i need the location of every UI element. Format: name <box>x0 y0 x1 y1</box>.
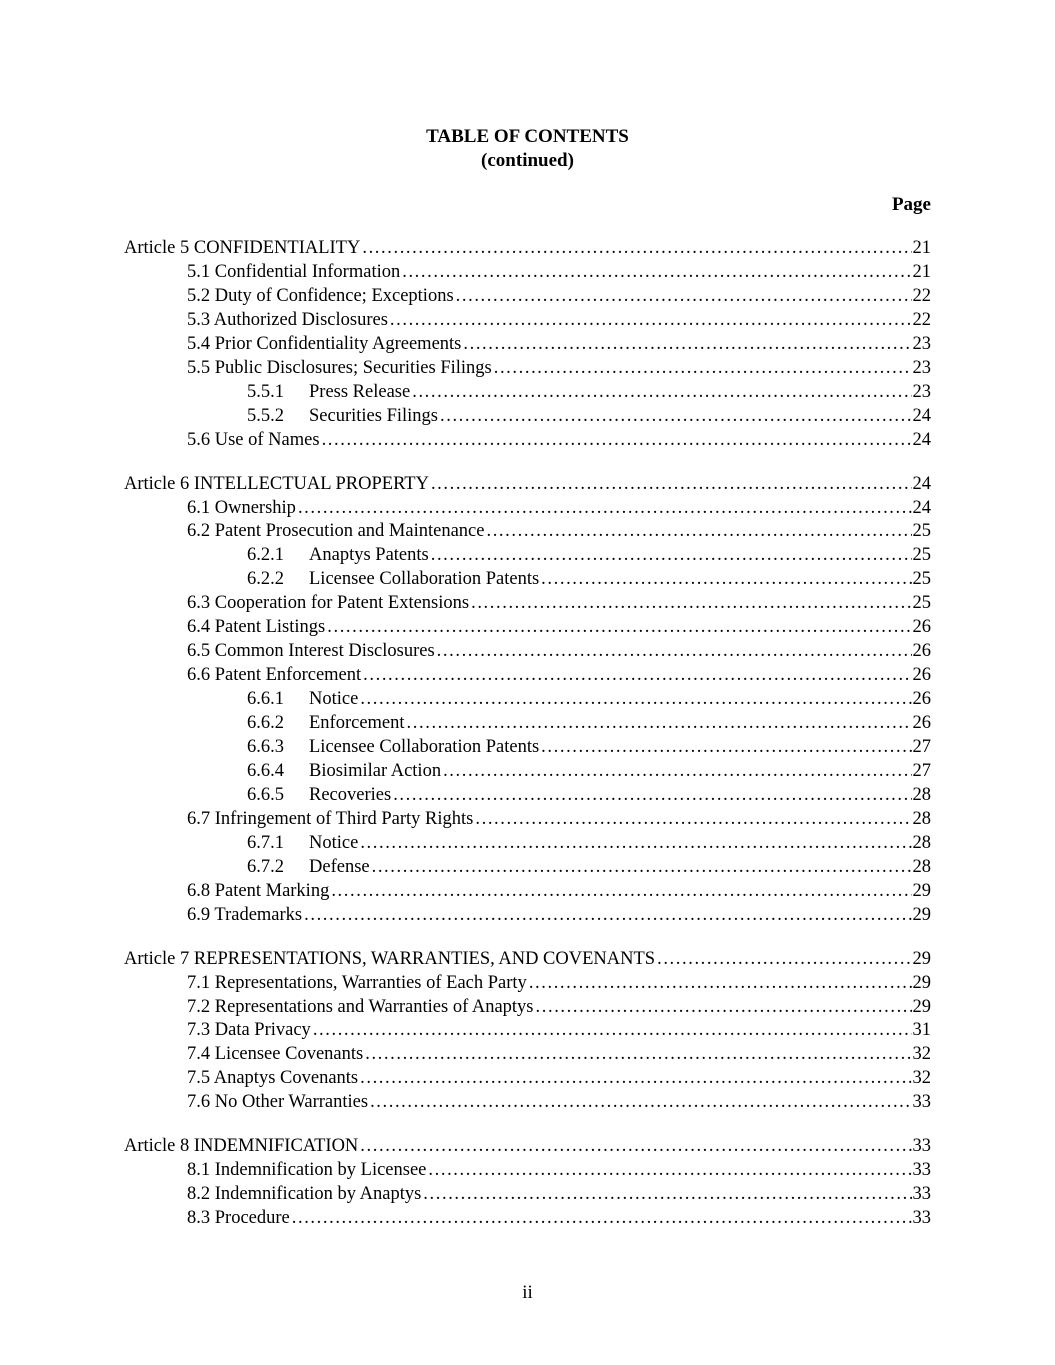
toc-entry <box>187 1042 931 1066</box>
toc-subsection-row <box>0 711 1055 735</box>
toc-section-row <box>0 1066 1055 1090</box>
toc-entry-label: Article 6 INTELLECTUAL PROPERTY <box>124 473 429 494</box>
dot-leader <box>431 543 912 567</box>
toc-entry <box>187 284 931 308</box>
toc-entry-page: 33 <box>912 1092 931 1113</box>
toc-entry <box>187 807 931 831</box>
toc-subsection-row <box>0 404 1055 428</box>
dot-leader <box>390 308 912 332</box>
toc-entry-page: 26 <box>912 617 931 638</box>
toc-entry-label <box>247 404 440 428</box>
toc-entry <box>187 356 931 380</box>
toc-section-row <box>0 995 1055 1019</box>
toc-subsection-row <box>0 567 1055 591</box>
toc-entry <box>247 687 931 711</box>
toc-entry-page: 29 <box>912 972 931 993</box>
toc-entry-label: 8.1 Indemnification by Licensee <box>187 1160 427 1181</box>
page-number: ii <box>522 1282 533 1303</box>
toc-entry-label: 6.8 Patent Marking <box>187 880 330 901</box>
toc-entry-label <box>247 711 407 735</box>
toc-entry <box>247 567 931 591</box>
toc-entry-label: 8.2 Indemnification by Anaptys <box>187 1184 422 1205</box>
toc-entry-page: 24 <box>912 497 931 518</box>
toc-article-row <box>0 1134 1055 1158</box>
dot-leader <box>370 1090 911 1114</box>
toc-entry-page: 26 <box>912 665 931 686</box>
dot-leader <box>360 1134 911 1158</box>
dot-leader <box>372 855 912 879</box>
toc-entry <box>124 947 931 971</box>
toc-entry-number: 6.6.3 <box>247 737 284 757</box>
dot-leader <box>428 1158 911 1182</box>
toc-entry-title: Defense <box>309 856 370 877</box>
toc-subsection-row <box>0 543 1055 567</box>
toc-entry-title: Notice <box>309 689 359 710</box>
toc-section-row <box>0 1182 1055 1206</box>
toc-entry-label <box>247 855 372 879</box>
toc-entry-page: 25 <box>912 545 931 566</box>
toc-article-row <box>0 947 1055 971</box>
toc-entry-label: Article 7 REPRESENTATIONS, WARRANTIES, AND COVENANTS <box>124 948 656 969</box>
toc-entry-page: 31 <box>912 1020 931 1041</box>
toc-entry-page: 28 <box>912 856 931 877</box>
toc-entry-label <box>247 831 360 855</box>
toc-subsection-row <box>0 735 1055 759</box>
toc-section-row <box>0 615 1055 639</box>
toc-entry-page: 32 <box>912 1068 931 1089</box>
toc-entry <box>247 759 931 783</box>
toc-entry-page: 33 <box>912 1136 931 1157</box>
dot-leader <box>440 404 912 428</box>
toc-entry-label: 7.2 Representations and Warranties of Anaptys <box>187 996 534 1017</box>
dot-leader <box>360 1066 911 1090</box>
toc-entry-label: 5.5 Public Disclosures; Securities Filings <box>187 357 492 378</box>
toc-entry-label <box>247 543 431 567</box>
toc-entry-label <box>247 759 443 783</box>
toc-entry-page: 29 <box>912 904 931 925</box>
toc-entry <box>187 332 931 356</box>
toc-entry-label: 6.5 Common Interest Disclosures <box>187 641 435 662</box>
toc-entry-number: 6.6.1 <box>247 689 284 710</box>
toc-entry-label: 7.3 Data Privacy <box>187 1020 311 1041</box>
toc-entry-label: 8.3 Procedure <box>187 1208 290 1229</box>
toc-section-row <box>0 879 1055 903</box>
toc-entry <box>187 1090 931 1114</box>
page-column-label: Page <box>891 194 931 215</box>
toc-section-row <box>0 663 1055 687</box>
toc-entry <box>187 879 931 903</box>
toc-entry-page: 33 <box>912 1208 931 1229</box>
toc-entry-title: Licensee Collaboration Patents <box>309 569 540 590</box>
toc-entry-page: 29 <box>912 996 931 1017</box>
toc-article-row <box>0 472 1055 496</box>
dot-leader <box>407 711 912 735</box>
toc-entry-page: 33 <box>912 1184 931 1205</box>
toc-section-row <box>0 971 1055 995</box>
dot-leader <box>313 1018 912 1042</box>
toc-section-row <box>0 1018 1055 1042</box>
dot-leader <box>365 1042 911 1066</box>
toc-entry-label: 6.1 Ownership <box>187 497 296 518</box>
toc-entry-page: 26 <box>912 641 931 662</box>
toc-entry-page: 23 <box>912 381 931 402</box>
toc-subsection-row <box>0 687 1055 711</box>
toc-section-row <box>0 639 1055 663</box>
toc-entry-number: 6.6.5 <box>247 784 284 805</box>
toc-entry <box>247 855 931 879</box>
toc-entry-page: 29 <box>912 880 931 901</box>
dot-leader <box>437 639 912 663</box>
toc-entry-label: 7.4 Licensee Covenants <box>187 1044 364 1065</box>
toc-subsection-row <box>0 380 1055 404</box>
dot-leader <box>475 807 911 831</box>
toc-entry-label <box>247 735 541 759</box>
toc-section-row <box>0 308 1055 332</box>
dot-leader <box>529 971 912 995</box>
dot-leader <box>463 332 911 356</box>
toc-entry <box>187 591 931 615</box>
toc-entry-page: 24 <box>912 429 931 450</box>
toc-entry-label: Article 8 INDEMNIFICATION <box>124 1136 359 1157</box>
dot-leader <box>292 1206 912 1230</box>
toc-entry-page: 25 <box>912 593 931 614</box>
toc-entry-page: 28 <box>912 832 931 853</box>
toc-entry <box>187 1066 931 1090</box>
toc-section-row <box>0 591 1055 615</box>
toc-article-row <box>0 236 1055 260</box>
toc-entry-page: 33 <box>912 1160 931 1181</box>
toc-subsection-row <box>0 759 1055 783</box>
toc-entry-label: 7.5 Anaptys Covenants <box>187 1068 359 1089</box>
toc-entry-page: 22 <box>912 285 931 306</box>
toc-entry-number: 5.5.1 <box>247 381 284 402</box>
toc-entry-page: 29 <box>912 948 931 969</box>
toc-section-row <box>0 332 1055 356</box>
toc-entry <box>187 663 931 687</box>
toc-entry <box>187 995 931 1019</box>
toc-entry <box>124 236 931 260</box>
toc-entry <box>187 639 931 663</box>
dot-leader <box>456 284 912 308</box>
toc-entry <box>247 783 931 807</box>
toc-entry <box>187 496 931 520</box>
toc-entry-page: 25 <box>912 521 931 542</box>
toc-section-row <box>0 903 1055 927</box>
toc-entry-label <box>247 567 541 591</box>
toc-entry <box>187 428 931 452</box>
dot-leader <box>362 236 911 260</box>
dot-leader <box>541 567 911 591</box>
toc-entry-number: 6.6.2 <box>247 713 284 734</box>
toc-entry-label <box>247 687 360 711</box>
toc-entry-number: 5.5.2 <box>247 405 284 426</box>
toc-entry-label: 5.3 Authorized Disclosures <box>187 309 388 330</box>
toc-section-row <box>0 1206 1055 1230</box>
toc-entry-label: 6.7 Infringement of Third Party Rights <box>187 808 474 829</box>
toc-entry <box>247 735 931 759</box>
dot-leader <box>494 356 912 380</box>
toc-entry-number: 6.2.1 <box>247 545 284 566</box>
toc-entry <box>187 519 931 543</box>
toc-entry-page: 27 <box>912 760 931 781</box>
dot-leader <box>363 663 911 687</box>
toc-entry <box>187 971 931 995</box>
dot-leader <box>402 260 911 284</box>
toc-subsection-row <box>0 855 1055 879</box>
toc-section-row <box>0 807 1055 831</box>
toc-entry-label: 5.4 Prior Confidentiality Agreements <box>187 333 462 354</box>
toc-entry-page: 26 <box>912 713 931 734</box>
toc-entry-title: Enforcement <box>309 713 405 734</box>
dot-leader <box>360 831 911 855</box>
toc-entry-label: 5.2 Duty of Confidence; Exceptions <box>187 285 454 306</box>
toc-entry-page: 26 <box>912 689 931 710</box>
toc-entry <box>247 380 931 404</box>
toc-entry-page: 27 <box>912 737 931 757</box>
toc-entry-page: 21 <box>912 238 931 258</box>
dot-leader <box>536 995 912 1019</box>
dot-leader <box>331 879 911 903</box>
toc-section-row <box>0 284 1055 308</box>
toc-section-row <box>0 1090 1055 1114</box>
toc-section-row <box>0 260 1055 284</box>
toc-entry-number: 6.7.2 <box>247 856 284 877</box>
toc-entry-label <box>247 380 412 404</box>
toc-entry-label: 6.4 Patent Listings <box>187 617 326 638</box>
toc-entry <box>187 615 931 639</box>
toc-entry-number: 6.7.1 <box>247 832 284 853</box>
toc-entry-label: 6.6 Patent Enforcement <box>187 665 362 686</box>
dot-leader <box>360 687 911 711</box>
dot-leader <box>393 783 911 807</box>
toc-subsection-row <box>0 783 1055 807</box>
toc-entry-label: 6.2 Patent Prosecution and Maintenance <box>187 521 485 542</box>
toc-entry-label <box>247 783 393 807</box>
dot-leader <box>423 1182 911 1206</box>
toc-entry-page: 28 <box>912 784 931 805</box>
toc-entry-page: 32 <box>912 1044 931 1065</box>
toc-section-row <box>0 428 1055 452</box>
toc-entry <box>247 543 931 567</box>
toc-entry-page: 23 <box>912 357 931 378</box>
dot-leader <box>322 428 912 452</box>
toc-entry <box>187 1018 931 1042</box>
dot-leader <box>431 472 912 496</box>
toc-entry <box>187 260 931 284</box>
toc-entry-title: Recoveries <box>309 784 392 805</box>
toc-entry-label: 6.3 Cooperation for Patent Extensions <box>187 593 470 614</box>
dot-leader <box>443 759 911 783</box>
toc-entry <box>187 1158 931 1182</box>
dot-leader <box>412 380 911 404</box>
toc-section-row <box>0 1158 1055 1182</box>
dot-leader <box>657 947 911 971</box>
toc-section-row <box>0 356 1055 380</box>
dot-leader <box>298 496 912 520</box>
toc-section-row <box>0 1042 1055 1066</box>
toc-entry-page: 21 <box>912 261 931 282</box>
toc-entry-title: Securities Filings <box>309 405 438 426</box>
toc-entry <box>247 831 931 855</box>
toc-entry-page: 24 <box>912 473 931 494</box>
toc-entry-label: 7.1 Representations, Warranties of Each Party <box>187 972 527 993</box>
toc-entry-page: 25 <box>912 569 931 590</box>
toc-subsection-row <box>0 831 1055 855</box>
dot-leader <box>471 591 911 615</box>
toc-entry-page: 23 <box>912 333 931 354</box>
toc-entry-title: Biosimilar Action <box>309 760 442 781</box>
dot-leader <box>327 615 911 639</box>
toc-entry-label: 6.9 Trademarks <box>187 904 303 925</box>
dot-leader <box>304 903 911 927</box>
dot-leader <box>486 519 911 543</box>
toc-entry-page: 24 <box>912 405 931 426</box>
toc-entry <box>247 404 931 428</box>
toc-entry <box>187 1182 931 1206</box>
toc-entry-number: 6.2.2 <box>247 569 284 590</box>
toc-title: TABLE OF CONTENTS <box>426 126 629 147</box>
toc-entry <box>124 1134 931 1158</box>
toc-entry-label: 5.1 Confidential Information <box>187 261 401 282</box>
toc-entry-number: 6.6.4 <box>247 760 284 781</box>
toc-section-row <box>0 519 1055 543</box>
toc-entry-title: Press Release <box>309 381 411 402</box>
toc-entry <box>247 711 931 735</box>
toc-entry <box>187 1206 931 1230</box>
toc-entry-title: Licensee Collaboration Patents <box>309 737 540 757</box>
toc-entry <box>124 472 931 496</box>
toc-entry-label: 7.6 No Other Warranties <box>187 1092 369 1113</box>
toc-entry <box>187 903 931 927</box>
toc-subtitle: (continued) <box>481 150 574 171</box>
dot-leader <box>541 735 911 759</box>
toc-entry-label: 5.6 Use of Names <box>187 429 320 450</box>
toc-entry <box>187 308 931 332</box>
toc-entry-label: Article 5 CONFIDENTIALITY <box>124 238 361 258</box>
toc-entry-page: 28 <box>912 808 931 829</box>
toc-section-row <box>0 496 1055 520</box>
toc-entry-title: Notice <box>309 832 359 853</box>
toc-entry-page: 22 <box>912 309 931 330</box>
toc-entry-title: Anaptys Patents <box>309 545 429 566</box>
